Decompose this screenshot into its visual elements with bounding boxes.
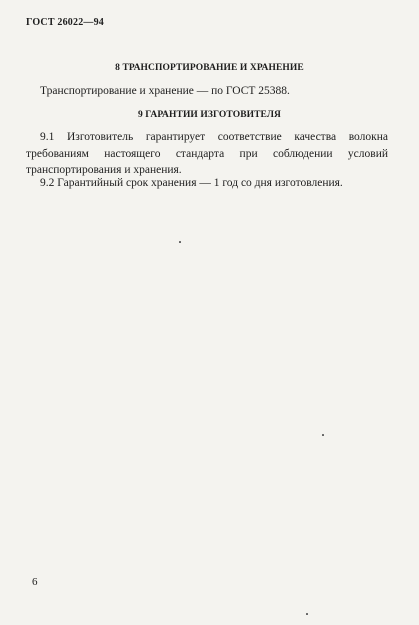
scan-speck [306, 613, 308, 615]
section-8-heading: 8 ТРАНСПОРТИРОВАНИЕ И ХРАНЕНИЕ [115, 63, 304, 73]
scan-speck [179, 241, 181, 243]
scan-speck [322, 434, 324, 436]
clause-9-1: 9.1 Изготовитель гарантирует соответствие качества волокна требованиям настоящего стандарта при соблюдении условий транспортирования и хранения. [26, 131, 388, 176]
section-9-heading: 9 ГАРАНТИИ ИЗГОТОВИТЕЛЯ [137, 110, 282, 120]
clause-9-2: 9.2 Гарантийный срок хранения — 1 год со дня изготовления. [40, 177, 343, 189]
standard-code: ГОСТ 26022—94 [26, 17, 105, 28]
section-8-paragraph: Транспортирование и хранение — по ГОСТ 25388. [40, 85, 290, 97]
page-number: 6 [32, 576, 38, 588]
